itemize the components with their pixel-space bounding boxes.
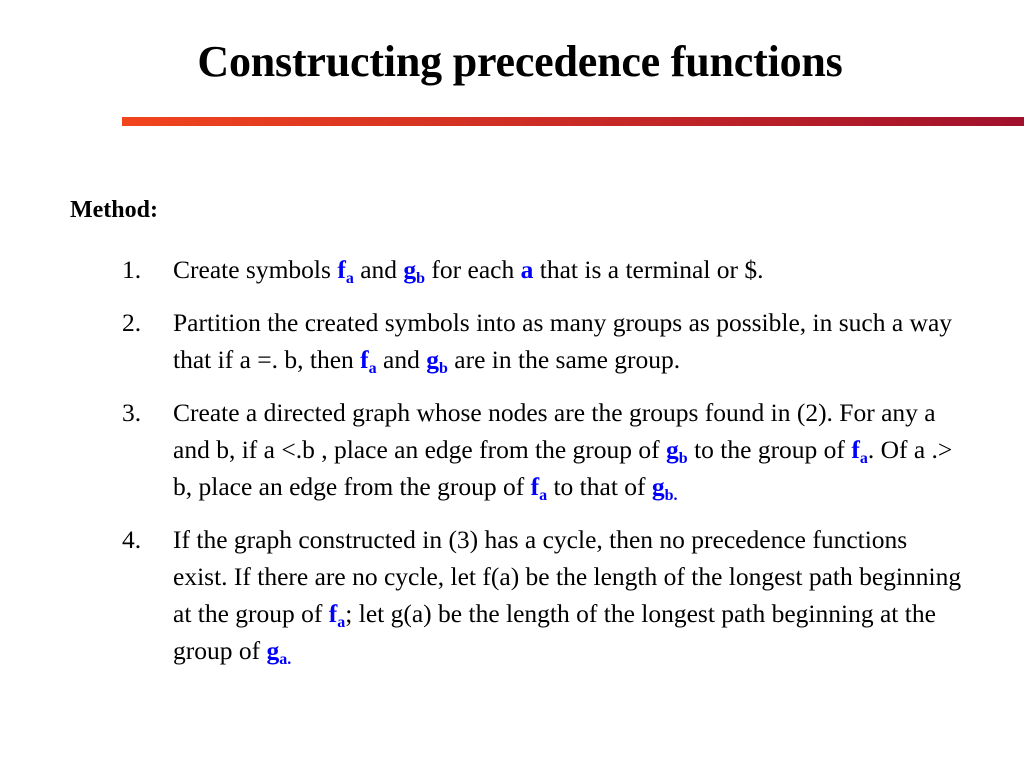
step-number: 4. [122, 525, 142, 554]
method-step [122, 304, 962, 378]
function-symbol [851, 435, 868, 467]
slide-title: Constructing precedence functions [197, 37, 843, 86]
method-steps-list [122, 251, 962, 685]
symbol-base: f [337, 255, 346, 284]
step-text-segment: for each [425, 255, 521, 284]
symbol-subscript: b [678, 450, 688, 467]
accent-bar-fill [122, 117, 1024, 126]
step-text-segment: ; let g(a) be the length of the longest path beginning at the group of [173, 599, 936, 665]
step-text-segment: to that of [547, 472, 652, 501]
symbol-base: g [666, 435, 679, 464]
function-symbol [521, 255, 534, 284]
function-symbol [266, 636, 292, 668]
step-text [173, 308, 953, 377]
method-step [122, 251, 962, 288]
function-symbol [403, 255, 426, 287]
step-text-segment: that is a terminal or $. [533, 255, 764, 284]
step-text-segment: to the group of [687, 435, 852, 464]
symbol-base: g [266, 636, 280, 665]
function-symbol [337, 255, 354, 287]
symbol-base: g [651, 472, 665, 501]
step-text-segment: Partition the created symbols into as many groups as possible, in such a way that if a =. b, then [173, 308, 953, 374]
step-text-segment: and [376, 345, 427, 374]
title-accent-bar [122, 117, 1024, 126]
step-number: 2. [122, 308, 142, 337]
step-text-segment: are in the same group. [447, 345, 681, 374]
step-text-segment: Create symbols [173, 255, 338, 284]
symbol-base: g [403, 255, 417, 284]
symbol-base: f [530, 472, 540, 501]
step-text [173, 255, 764, 287]
function-symbol [651, 472, 678, 504]
symbol-base: g [426, 345, 439, 374]
function-symbol [666, 435, 688, 467]
symbol-subscript: a [539, 487, 548, 504]
symbol-subscript: a. [279, 651, 292, 668]
step-text-segment: If the graph constructed in (3) has a cycle, then no precedence functions exist. If there are no cycle, let f(a) be the length of the longest path beginning at the group of [173, 525, 962, 628]
step-text-segment: Create a directed graph whose nodes are the groups found in (2). For any a and b, if a <.b , place an edge from the group of [173, 398, 936, 464]
step-text [173, 525, 962, 668]
function-symbol [530, 472, 548, 504]
symbol-subscript: b [439, 360, 448, 377]
symbol-base: f [360, 345, 369, 374]
step-number: 1. [122, 255, 142, 284]
symbol-base: f [328, 599, 338, 628]
symbol-base: f [851, 435, 860, 464]
method-step [122, 521, 962, 669]
symbol-subscript: a [859, 450, 868, 467]
step-number: 3. [122, 398, 142, 427]
method-step [122, 394, 962, 505]
step-text [173, 398, 953, 504]
step-text-segment: . Of a .> b, place an edge from the group of [173, 435, 953, 501]
symbol-subscript: a [368, 360, 377, 377]
function-symbol [360, 345, 377, 377]
function-symbol [328, 599, 346, 631]
symbol-subscript: b. [664, 487, 678, 504]
function-symbol [426, 345, 448, 377]
symbol-subscript: a [345, 270, 354, 287]
section-label: Method: [70, 197, 158, 223]
symbol-base: a [520, 255, 534, 284]
step-text-segment: and [353, 255, 404, 284]
symbol-subscript: a [337, 614, 346, 631]
symbol-subscript: b [416, 270, 426, 287]
